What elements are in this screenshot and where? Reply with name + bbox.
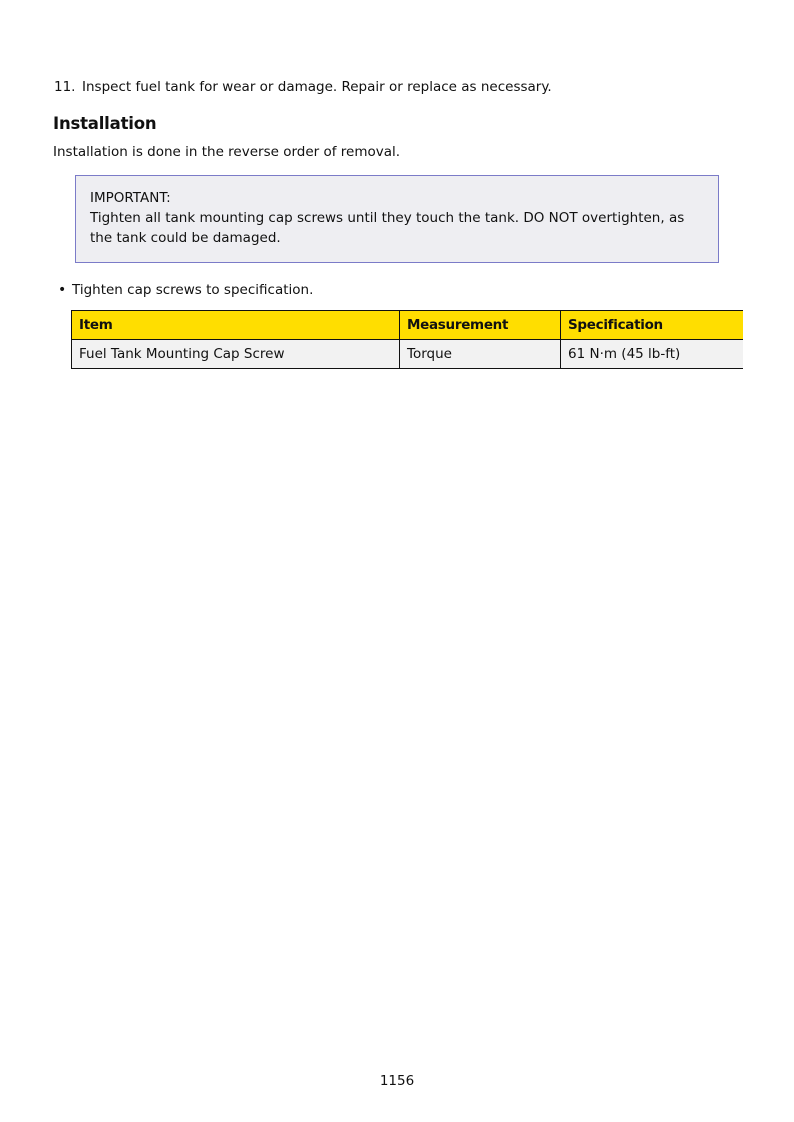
page-number: 1156 xyxy=(379,1073,415,1089)
important-label: IMPORTANT: xyxy=(90,190,171,206)
step-number: 11. xyxy=(54,79,76,95)
step-11 xyxy=(54,79,552,95)
cell-item: Fuel Tank Mounting Cap Screw xyxy=(72,340,400,369)
table-row xyxy=(72,340,743,369)
header-item: Item xyxy=(72,311,400,340)
section-intro: Installation is done in the reverse order of removal. xyxy=(53,144,401,160)
bullet-dot-icon: • xyxy=(58,282,67,298)
section-heading: Installation xyxy=(53,114,157,133)
table-header-row xyxy=(72,311,743,340)
bullet-text: Tighten cap screws to specification. xyxy=(72,282,314,298)
header-specification: Specification xyxy=(561,311,743,340)
important-notice xyxy=(75,175,719,263)
header-measurement: Measurement xyxy=(400,311,561,340)
important-text: Tighten all tank mounting cap screws until they touch the tank. DO NOT overtighten, as the tank could be damaged. xyxy=(90,210,685,246)
specification-table xyxy=(71,310,743,369)
step-text: Inspect fuel tank for wear or damage. Repair or replace as necessary. xyxy=(82,79,552,95)
cell-measurement: Torque xyxy=(400,340,561,369)
bullet-item xyxy=(58,282,313,298)
cell-specification: 61 N·m (45 lb-ft) xyxy=(561,340,743,369)
